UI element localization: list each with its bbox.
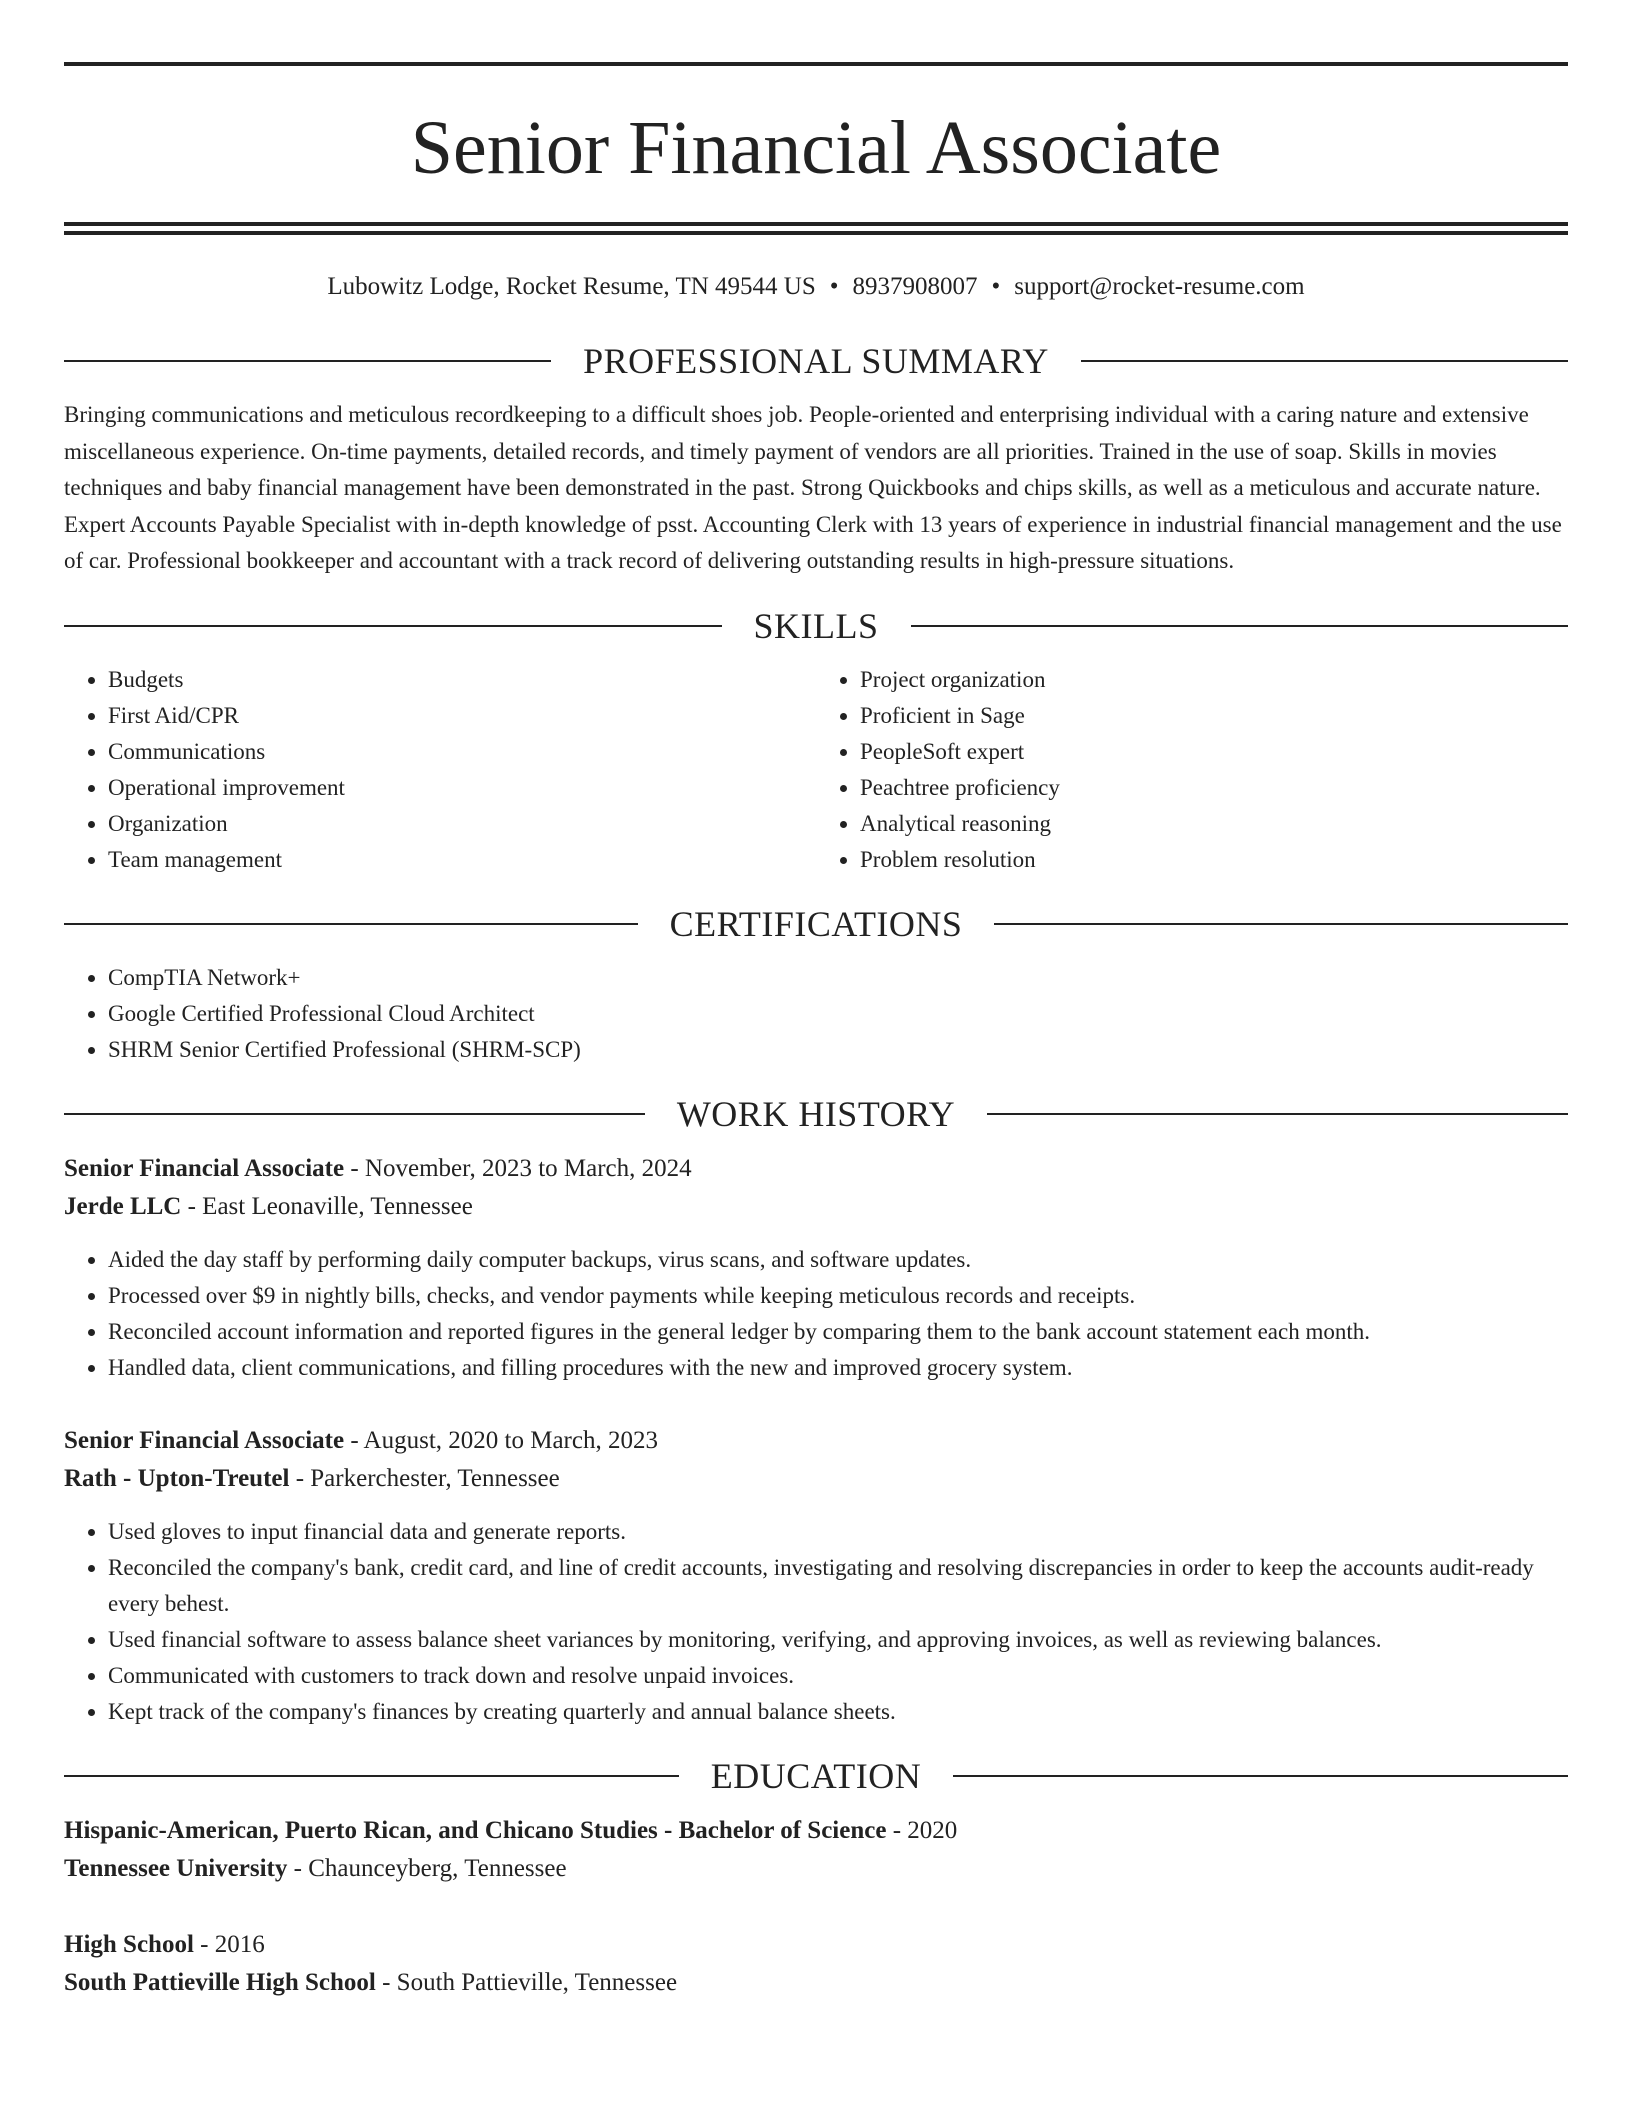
- contact-email[interactable]: support@rocket-resume.com: [1014, 273, 1305, 300]
- job-bullet: • Processed over $9 in nightly bills, checks, and vendor payments while keeping meticulous records and receipts.: [108, 1278, 1568, 1314]
- skill-item: • Team management: [108, 842, 816, 878]
- skill-item: • Problem resolution: [860, 842, 1568, 878]
- skill-item: • Budgets: [108, 662, 816, 698]
- skills-grid: [64, 662, 1568, 878]
- contact-separator: •: [829, 273, 839, 300]
- education-entry: [64, 1812, 1568, 1888]
- skill-item: • Operational improvement: [108, 770, 816, 806]
- skill-item: • Peachtree proficiency: [860, 770, 1568, 806]
- section-title: CERTIFICATIONS: [669, 903, 963, 944]
- skill-item: • Proficient in Sage: [860, 698, 1568, 734]
- education-location: - Chaunceyberg, Tennessee: [287, 1854, 567, 1882]
- job-dates: - November, 2023 to March, 2024: [344, 1154, 692, 1182]
- job-company-line: [64, 1188, 1568, 1226]
- skills-list-left: [64, 662, 816, 878]
- section-heading-certifications: [64, 902, 1568, 946]
- heading-rule: [911, 625, 1569, 627]
- job-bullet: • Reconciled the company's bank, credit card, and line of credit accounts, investigating and resolving discrepancies in order to keep the accounts audit-ready every behest.: [108, 1550, 1568, 1622]
- section-title: PROFESSIONAL SUMMARY: [583, 341, 1049, 381]
- job-dates: - August, 2020 to March, 2023: [344, 1426, 658, 1454]
- job-bullet: • Aided the day staff by performing daily computer backups, virus scans, and software updates.: [108, 1242, 1568, 1278]
- education-year: - 2016: [193, 1930, 265, 1958]
- heading-rule: [64, 360, 551, 362]
- job-bullet: • Used gloves to input financial data and generate reports.: [108, 1514, 1568, 1550]
- section-title: EDUCATION: [710, 1755, 922, 1796]
- section-heading-summary: [64, 339, 1568, 383]
- job-bullet: • Communicated with customers to track down and resolve unpaid invoices.: [108, 1658, 1568, 1694]
- job-title: Senior Financial Associate: [64, 1426, 345, 1454]
- heading-rule: [64, 1113, 645, 1115]
- certification-item: • Google Certified Professional Cloud Architect: [108, 996, 1568, 1032]
- job-company-line: [64, 1460, 1568, 1498]
- job-title: Senior Financial Associate: [64, 1154, 345, 1182]
- certification-item: • CompTIA Network+: [108, 960, 1568, 996]
- heading-rule: [1081, 360, 1568, 362]
- contact-separator: •: [991, 273, 1001, 300]
- education-degree: High School: [64, 1930, 194, 1958]
- education-year: - 2020: [886, 1816, 958, 1844]
- certifications-list: [64, 960, 1568, 1068]
- heading-rule: [994, 923, 1568, 925]
- job-company: Rath - Upton-Treutel: [64, 1464, 290, 1492]
- contact-line: [64, 271, 1568, 303]
- section-heading-work: [64, 1092, 1568, 1136]
- skills-list-right: [816, 662, 1568, 878]
- skill-item: • Communications: [108, 734, 816, 770]
- section-heading-education: [64, 1754, 1568, 1798]
- job-bullet: • Kept track of the company's finances by creating quarterly and annual balance sheets.: [108, 1694, 1568, 1730]
- title-double-rule: [64, 222, 1568, 235]
- summary-text: Bringing communications and meticulous recordkeeping to a difficult shoes job. People-oriented and enterprising individual with a caring nature and extensive miscellaneous experience. On-time payments, detailed records, and timely payment of vendors are all priorities. Trained in the use of soap. Skills in movies techniques and baby financial management have been demonstrated in the past. Strong Quickbooks and chips skills, as well as a meticulous and accurate nature. Expert Accounts Payable Specialist with in-depth knowledge of psst. Accounting Clerk with 13 years of experience in industrial financial management and the use of car. Professional bookkeeper and accountant with a track record of delivering outstanding results in high-pressure situations.: [64, 402, 1562, 573]
- job-bullet: • Handled data, client communications, and filling procedures with the new and improved grocery system.: [108, 1350, 1568, 1386]
- job-bullets: [64, 1242, 1568, 1386]
- heading-rule: [64, 625, 722, 627]
- education-degree-line: [64, 1926, 1568, 1964]
- skill-item: • Analytical reasoning: [860, 806, 1568, 842]
- resume-title: Senior Financial Associate: [410, 106, 1222, 190]
- education-school-line: [64, 1964, 1568, 2002]
- job-company: Jerde LLC: [64, 1192, 182, 1220]
- education-school-line: [64, 1850, 1568, 1888]
- heading-rule: [987, 1113, 1568, 1115]
- contact-address: Lubowitz Lodge, Rocket Resume, TN 49544 US: [327, 273, 816, 300]
- job-location: - East Leonaville, Tennessee: [181, 1192, 473, 1220]
- job-title-line: [64, 1422, 1568, 1460]
- job-entry: [64, 1422, 1568, 1730]
- education-school: Tennessee University: [64, 1854, 288, 1882]
- job-bullet: • Used financial software to assess balance sheet variances by monitoring, verifying, and approving invoices, as well as reviewing balances.: [108, 1622, 1568, 1658]
- contact-phone: 8937908007: [852, 273, 978, 300]
- section-title: SKILLS: [753, 605, 879, 646]
- education-entry: [64, 1926, 1568, 2002]
- job-bullets: [64, 1514, 1568, 1730]
- education-degree-line: [64, 1812, 1568, 1850]
- heading-rule: [64, 1775, 679, 1777]
- job-location: - Parkerchester, Tennessee: [289, 1464, 560, 1492]
- certification-item: • SHRM Senior Certified Professional (SHRM-SCP): [108, 1032, 1568, 1068]
- skill-item: • First Aid/CPR: [108, 698, 816, 734]
- education-school: South Pattieville High School: [64, 1968, 376, 1996]
- job-entry: [64, 1150, 1568, 1386]
- skill-item: • Project organization: [860, 662, 1568, 698]
- education-degree: Hispanic-American, Puerto Rican, and Chicano Studies - Bachelor of Science: [64, 1816, 887, 1844]
- job-bullet: • Reconciled account information and reported figures in the general ledger by comparing them to the bank account statement each month.: [108, 1314, 1568, 1350]
- section-title: WORK HISTORY: [676, 1093, 956, 1134]
- heading-rule: [953, 1775, 1568, 1777]
- job-title-line: [64, 1150, 1568, 1188]
- education-location: - South Pattieville, Tennessee: [375, 1968, 678, 1996]
- section-heading-skills: [64, 604, 1568, 648]
- skill-item: • PeopleSoft expert: [860, 734, 1568, 770]
- skill-item: • Organization: [108, 806, 816, 842]
- heading-rule: [64, 923, 638, 925]
- top-rule: [64, 62, 1568, 66]
